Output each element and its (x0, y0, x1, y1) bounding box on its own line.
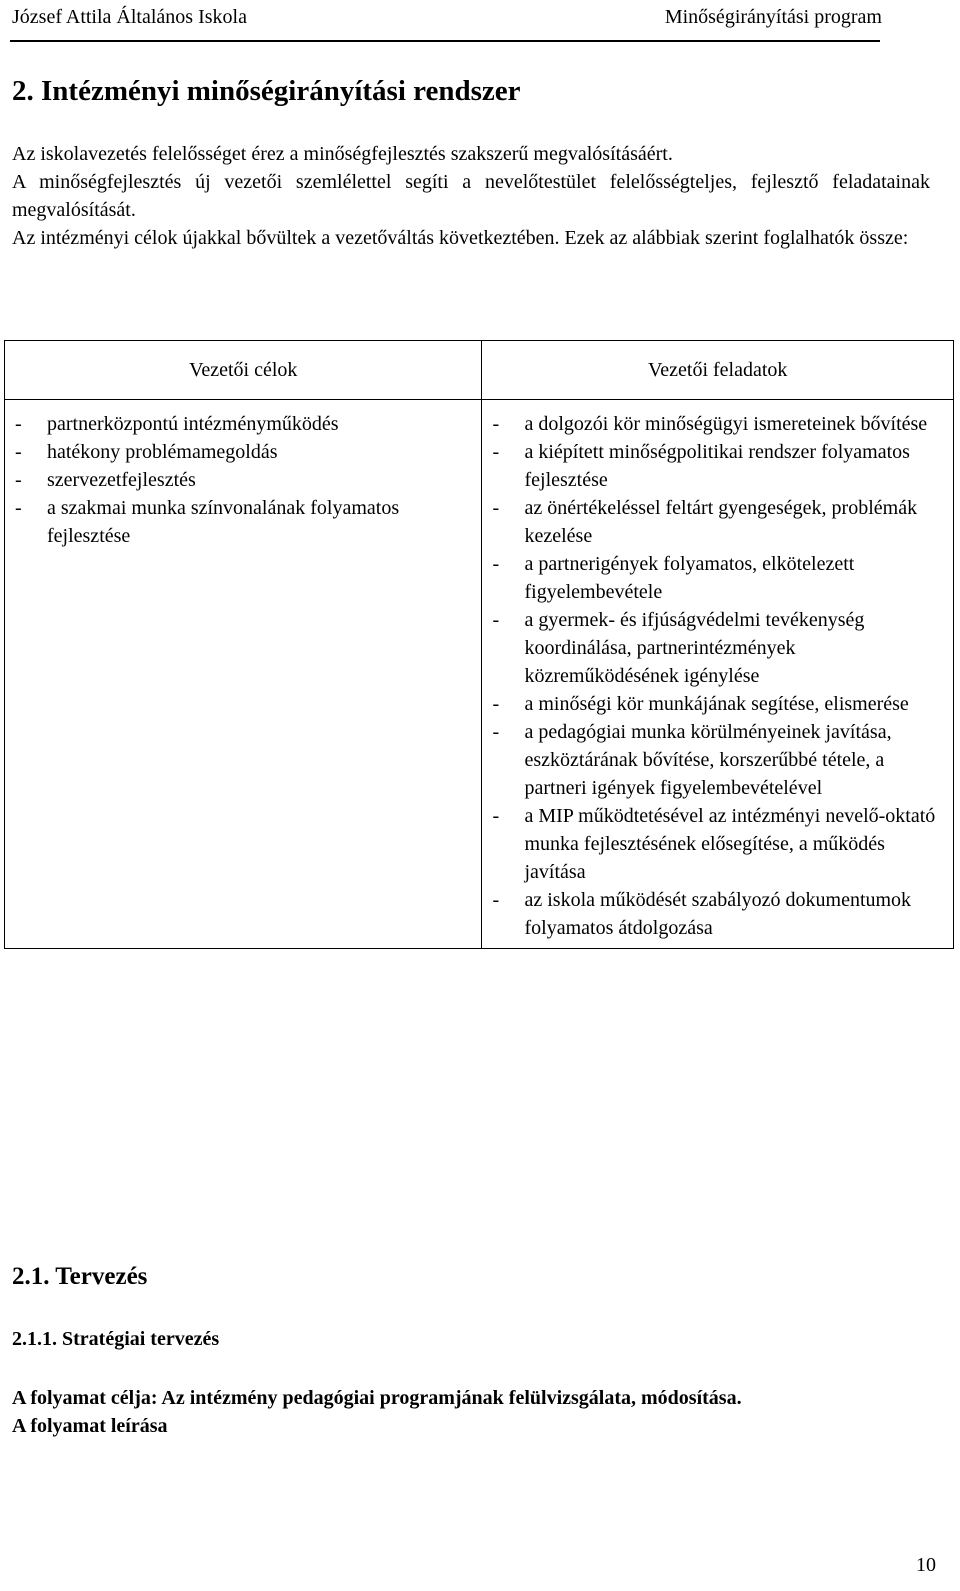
list-item: - a minőségi kör munkájának segítése, elismerése (488, 690, 947, 718)
goals-list (11, 410, 475, 550)
intro-paragraph-1: Az iskolavezetés felelősséget érez a minőségfejlesztés szakszerű megvalósításáért. (12, 143, 673, 165)
list-item: - a szakmai munka színvonalának folyamatos fejlesztése (11, 494, 475, 550)
list-item: - az iskola működését szabályozó dokumentumok folyamatos átdolgozása (488, 886, 947, 942)
header-school-name: József Attila Általános Iskola (12, 6, 247, 28)
tasks-column-header: Vezetői feladatok (482, 341, 954, 400)
goals-cell (5, 400, 482, 949)
list-item: - az önértékeléssel feltárt gyengeségek, problémák kezelése (488, 494, 947, 550)
goals-column-header: Vezetői célok (5, 341, 482, 400)
tasks-list (488, 410, 947, 942)
intro-paragraph-3: Az intézményi célok újakkal bővültek a vezetőváltás következtében. Ezek az alábbiak szerint foglalhatók össze: (12, 227, 909, 249)
intro-text (12, 140, 930, 252)
header-divider (10, 40, 880, 42)
header-document-title: Minőségirányítási program (664, 6, 882, 28)
list-item: - a kiépített minőségpolitikai rendszer folyamatos fejlesztése (488, 438, 947, 494)
intro-paragraph-2: A minőségfejlesztés új vezetői szemlélettel segíti a nevelőtestület felelősségteljes, fejlesztő feladatainak megvalósítását. (12, 171, 930, 221)
subsubsection-title: 2.1.1. Stratégiai tervezés (12, 1328, 220, 1350)
goals-tasks-table (4, 340, 954, 949)
process-description-label: A folyamat leírása (12, 1415, 168, 1437)
list-item: - a gyermek- és ifjúságvédelmi tevékenység koordinálása, partnerintézmények közreműködésének igénylése (488, 606, 947, 690)
page-number: 10 (916, 1554, 936, 1576)
list-item: - partnerközpontú intézményműködés (11, 410, 475, 438)
tasks-cell (482, 400, 954, 949)
process-purpose: A folyamat célja: Az intézmény pedagógiai programjának felülvizsgálata, módosítása. (12, 1387, 742, 1409)
list-item: - a partnerigények folyamatos, elkötelezett figyelembevétele (488, 550, 947, 606)
list-item: - hatékony problémamegoldás (11, 438, 475, 466)
section-title: 2. Intézményi minőségirányítási rendszer (12, 75, 521, 107)
subsection-title: 2.1. Tervezés (12, 1263, 148, 1290)
list-item: - a MIP működtetésével az intézményi nevelő-oktató munka fejlesztésének elősegítése, a működés javítása (488, 802, 947, 886)
table-row (5, 400, 954, 949)
list-item: - a pedagógiai munka körülményeinek javítása, eszköztárának bővítése, korszerűbbé tétele, a partneri igények figyelembevételével (488, 718, 947, 802)
list-item: - szervezetfejlesztés (11, 466, 475, 494)
process-block (12, 1384, 742, 1440)
table-header-row (5, 341, 954, 400)
list-item: - a dolgozói kör minőségügyi ismereteinek bővítése (488, 410, 947, 438)
